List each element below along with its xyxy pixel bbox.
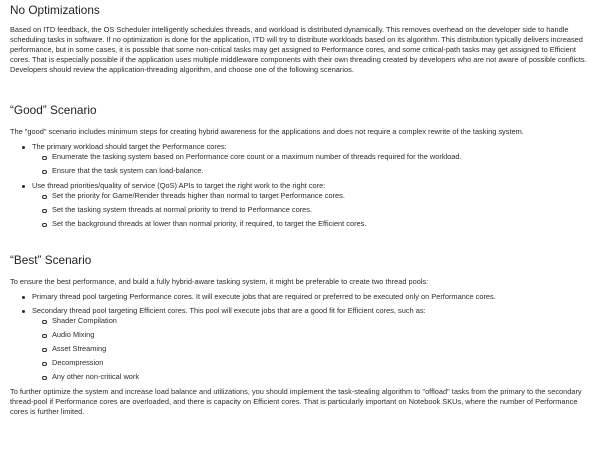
heading-best-scenario: “Best” Scenario [10,253,92,267]
paragraph-best-closing: To further optimize the system and increase load balance and utilizations, you should implement the task-stealing algorithm to "offload" tasks from the primary to the secondary thread-pool if Performance cores are overloaded, and there is capacity on Efficient cores. That is particularly important on Notebook SKUs, where the number of Performance cores is further limited. [10,387,582,416]
good-bullet-1-sublist [42,152,592,176]
list-item [21,306,592,382]
best-bullet-list [21,292,592,382]
paragraph-no-optimizations: Based on ITD feedback, the OS Scheduler intelligently schedules threads, and workload is distributed dynamically. This removes overhead on the developer side to handle scheduling tasks in software. If no optimization is done for the application, ITD will try to distribute workloads based on its algorithm. This distribution typically delivers increased performance, but in some cases, it is possible that some non-critical tasks may get assigned to Performance cores, and some critical-path tasks may get assigned to Efficient cores. That is especially possible if the application uses multiple middleware components with their own threading created by developers who are not aware of possible conflicts. Developers should review the application-threading algorithm, and choose one of the following scenarios. [10,25,587,74]
list-item: Decompression [42,358,592,368]
list-item [21,181,592,229]
best-bullet-2-text: Secondary thread pool targeting Efficient cores. This pool will execute jobs that are a good fit for Efficient cores, such as: [32,306,426,315]
good-bullet-2-sublist [42,191,592,229]
good-bullet-1-text: The primary workload should target the Performance cores: [32,142,227,151]
list-item: Set the tasking system threads at normal priority to trend to Performance cores. [42,205,592,215]
list-item: Asset Streaming [42,344,592,354]
list-item: Ensure that the task system can load-balance. [42,166,592,176]
good-bullet-list [21,142,592,229]
heading-no-optimizations: No Optimizations [10,3,100,17]
best-bullet-2-sublist [42,316,592,382]
good-bullet-2-text: Use thread priorities/quality of service (QoS) APIs to target the right work to the right core: [32,181,326,190]
list-item: Set the priority for Game/Render threads higher than normal to target Performance cores. [42,191,592,201]
list-item: Audio Mixing [42,330,592,340]
paragraph-good-intro: The "good" scenario includes minimum steps for creating hybrid awareness for the applications and does not require a complex rewrite of the tasking system. [10,127,524,136]
list-item: Any other non-critical work [42,372,592,382]
list-item: Shader Compilation [42,316,592,326]
paragraph-best-intro: To ensure the best performance, and build a fully hybrid-aware tasking system, it might be preferable to create two thread pools: [10,277,429,286]
list-item: Enumerate the tasking system based on Performance core count or a maximum number of threads required for the workload. [42,152,592,162]
list-item: Primary thread pool targeting Performance cores. It will execute jobs that are required or preferred to be executed only on Performance cores. [21,292,592,302]
list-item [21,142,592,176]
list-item: Set the background threads at lower than normal priority, if required, to target the Efficient cores. [42,219,592,229]
heading-good-scenario: “Good” Scenario [10,103,97,117]
